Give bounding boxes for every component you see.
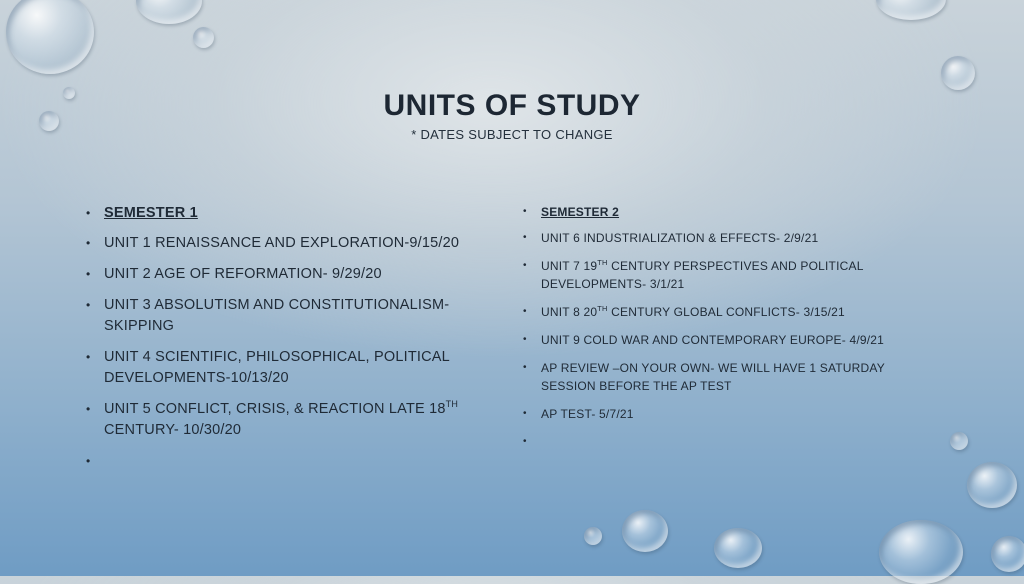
water-droplet-decoration bbox=[941, 56, 975, 90]
list-item: • UNIT 2 AGE OF REFORMATION- 9/29/20 bbox=[86, 264, 486, 285]
list-item: • AP REVIEW –ON YOUR OWN- WE WILL HAVE 1 SATURDAY SESSION BEFORE THE AP TEST bbox=[523, 359, 923, 395]
title-block bbox=[0, 88, 1024, 144]
empty-list-item bbox=[523, 433, 923, 451]
water-droplet-decoration bbox=[714, 528, 762, 568]
water-droplet-decoration bbox=[879, 520, 963, 584]
empty-list-item bbox=[86, 451, 486, 472]
list-item: • UNIT 5 CONFLICT, CRISIS, & REACTION LATE 18TH CENTURY- 10/30/20 bbox=[86, 399, 486, 441]
list-item: • UNIT 1 RENAISSANCE AND EXPLORATION-9/15/20 bbox=[86, 233, 486, 254]
list-item: • UNIT 3 ABSOLUTISM AND CONSTITUTIONALISM- SKIPPING bbox=[86, 295, 486, 337]
list-item: • UNIT 6 INDUSTRIALIZATION & EFFECTS- 2/9/21 bbox=[523, 229, 923, 247]
water-droplet-decoration bbox=[6, 0, 94, 74]
semester-2-list bbox=[523, 203, 923, 461]
water-droplet-decoration bbox=[950, 432, 968, 450]
list-item: • UNIT 9 COLD WAR AND CONTEMPORARY EUROPE- 4/9/21 bbox=[523, 331, 923, 349]
water-droplet-decoration bbox=[193, 27, 214, 48]
water-droplet-decoration bbox=[136, 0, 202, 24]
water-droplet-decoration bbox=[876, 0, 946, 20]
semester-1-heading: • SEMESTER 1 bbox=[86, 203, 486, 224]
slide-subtitle: * DATES SUBJECT TO CHANGE bbox=[411, 127, 613, 142]
water-droplet-decoration bbox=[991, 536, 1024, 572]
list-item: • AP TEST- 5/7/21 bbox=[523, 405, 923, 423]
list-item: • UNIT 8 20TH CENTURY GLOBAL CONFLICTS- 3/15/21 bbox=[523, 303, 923, 321]
semester-1-list bbox=[86, 203, 486, 482]
water-droplet-decoration bbox=[622, 510, 668, 552]
list-item: • UNIT 4 SCIENTIFIC, PHILOSOPHICAL, POLITICAL DEVELOPMENTS-10/13/20 bbox=[86, 347, 486, 389]
list-item: • UNIT 7 19TH CENTURY PERSPECTIVES AND POLITICAL DEVELOPMENTS- 3/1/21 bbox=[523, 257, 923, 293]
slide-title: UNITS OF STUDY bbox=[383, 89, 641, 122]
water-droplet-decoration bbox=[584, 527, 602, 545]
semester-2-heading: • SEMESTER 2 bbox=[523, 203, 923, 221]
water-droplet-decoration bbox=[967, 462, 1017, 508]
